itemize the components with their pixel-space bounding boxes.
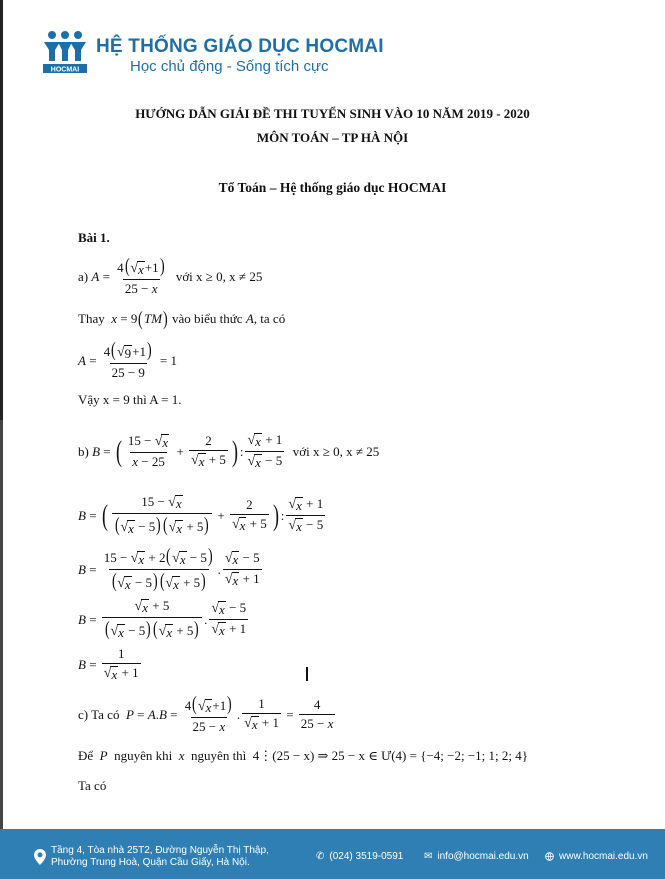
formula-b-step1: B = ( 15 − √ x ( √ x − 5) ( √ x + 5) + 2 √ x + 5 ) : √ x + 1 √ x − 5: [78, 494, 324, 536]
integer-condition-line: Để P nguyên khi x nguyên thì 4⋮(25 − x) ⇒ 25 − x ∈ Ư(4) = {−4; −2; −1; 1; 2; 4}: [78, 748, 528, 763]
address-line-1: Tầng 4, Tòa nhà 25T2, Đường Nguyễn Thị Thập,: [51, 845, 269, 856]
formula-c: c) Ta có P = A . B = 4( √ x +1) 25 − x . 1 √ x + 1 = $\frac{4}{25 - x}$: [78, 693, 334, 734]
address-line-2: Phường Trung Hoà, Quận Cầu Giấy, Hà Nội.: [51, 857, 250, 868]
formula-b-result: B = 1 √ x + 1: [78, 646, 139, 682]
part-b-condition: với x ≥ 0, x ≠ 25: [292, 443, 380, 459]
formula-a-evaluation: A = 4( √ 9 +1) 25 − 9 = 1: [78, 339, 178, 380]
location-pin-icon: [34, 849, 46, 865]
part-c-tail: Ta có: [78, 778, 107, 793]
part-a-condition: với x ≥ 0, x ≠ 25: [175, 268, 263, 284]
part-a-label: a): [78, 268, 89, 284]
page-footer: [0, 829, 665, 879]
formula-b-step2: B = 15 − √ x + 2( √ x − 5) ( √ x − 5) ( √ x + 5) . √ x − 5 √ x + 1: [78, 545, 260, 592]
logo-text: HOCMAI: [50, 66, 80, 74]
formula-b-step3: B = √ x + 5 ( √ x − 5) ( √ x + 5) . √ x − 5 √ x + 1: [78, 598, 247, 640]
text-cursor: [306, 667, 308, 681]
footer-website[interactable]: www.hocmai.edu.vn: [545, 851, 648, 862]
footer-address: [34, 845, 269, 869]
part-b-label: b): [78, 443, 89, 459]
brand-slogan: Học chủ động - Sống tích cực: [130, 58, 329, 75]
formula-a-definition: a) A = 4( √ x +1) 25 − x với x ≥ 0, x ≠ 25: [78, 255, 263, 296]
formula-b-definition: b) B = ( 15 − √ x x − 25 + 2 √ x + 5 ) : √ x + 1 √ x − 5 với x ≥ 0, x ≠ 25: [78, 432, 380, 470]
mail-icon: ✉: [424, 851, 433, 862]
divisor-set: 4⋮(25 − x) ⇒ 25 − x ∈ Ư(4) = {−4; −2; −1; 1; 2; 4}: [252, 748, 528, 763]
phone-icon: ✆: [316, 851, 325, 862]
section-heading: Bài 1.: [78, 230, 110, 245]
part-c-label: c) Ta có: [78, 706, 120, 722]
doc-author: Tổ Toán – Hệ thống giáo dục HOCMAI: [218, 180, 447, 195]
footer-email[interactable]: ✉ info@hocmai.edu.vn: [424, 851, 529, 862]
hocmai-logo-icon: [42, 30, 88, 74]
globe-icon: [545, 852, 554, 861]
part-a-conclusion: Vậy x = 9 thì A = 1.: [78, 392, 182, 407]
page-left-border-lower: [0, 420, 3, 879]
footer-phone: ✆ (024) 3519-0591: [316, 851, 404, 862]
doc-title: HƯỚNG DẪN GIẢI ĐỀ THI TUYỂN SINH VÀO 10 NĂM 2019 - 2020: [135, 106, 530, 121]
brand-name: HỆ THỐNG GIÁO DỤC HOCMAI: [96, 36, 384, 57]
doc-subtitle: MÔN TOÁN – TP HÀ NỘI: [256, 130, 409, 145]
substitution-line: Thay x = 9 ( TM ) vào biểu thức A , ta có: [78, 308, 286, 330]
